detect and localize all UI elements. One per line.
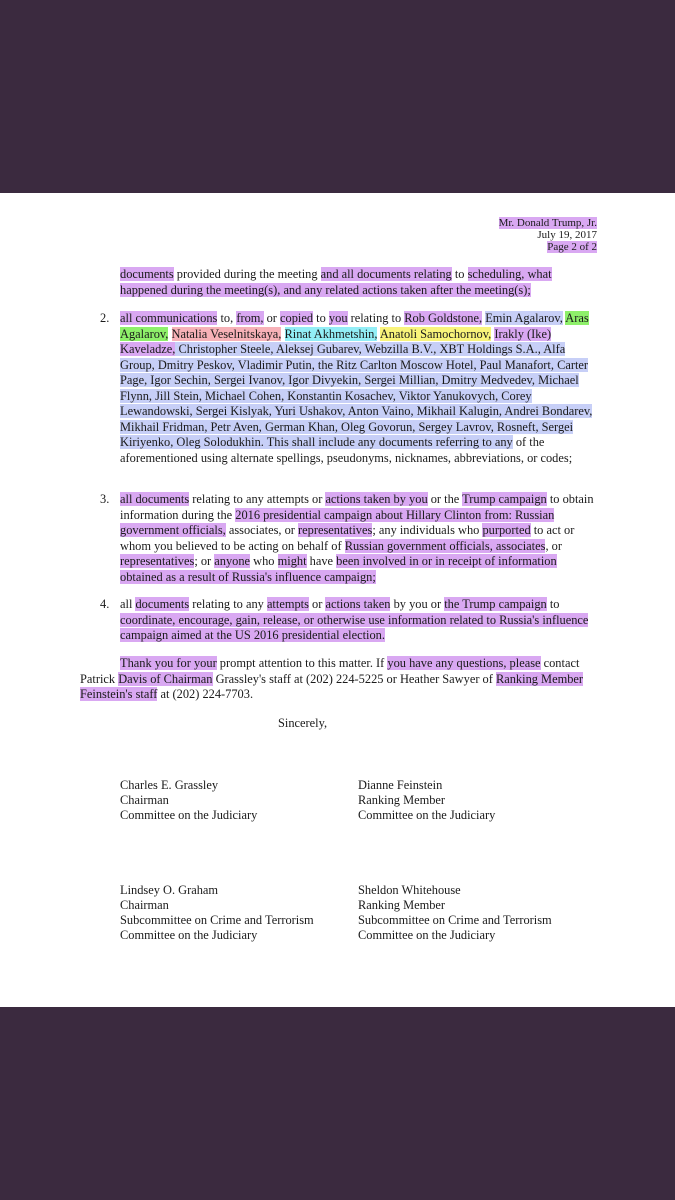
highlight: Russian government officials, associates (344, 538, 546, 553)
signature-block-feinstein (358, 778, 495, 823)
page-number: Page 2 of 2 (547, 241, 597, 253)
signatory-committee-2: Committee on the Judiciary (358, 928, 496, 942)
text-run: to act or whom you believed to be acting on behalf of (120, 523, 575, 553)
highlight: might (277, 554, 307, 568)
text-run: at (202) 224-7703. (157, 687, 254, 701)
signatory-committee: Committee on the Judiciary (358, 808, 496, 822)
highlight: Thank you for your (120, 656, 217, 670)
highlight: from, (236, 311, 264, 325)
item-number: 2. (100, 311, 110, 325)
highlight: Davis of Chairman (118, 671, 213, 686)
signatory-committee: Subcommittee on Crime and Terrorism (358, 913, 552, 927)
signatory-title: Chairman (120, 898, 169, 912)
item-text (120, 311, 596, 466)
text-run: Grassley's staff at (202) 224-5225 or Heather Sawyer of (212, 671, 496, 686)
text-run: ; or (194, 554, 215, 568)
highlight: coordinate, encourage, gain, release, or otherwise use information related to Russia's influence campaign aimed at the US 2016 presidential election. (120, 612, 589, 642)
item-number: 4. (100, 597, 110, 611)
highlight: actions taken by you (325, 492, 428, 506)
signatory-title: Ranking Member (358, 898, 446, 912)
letter-date: July 19, 2017 (537, 229, 597, 241)
highlight: Aras Agalarov, (120, 311, 589, 341)
text-run: or (263, 311, 281, 325)
highlight: and all documents relating (320, 267, 452, 281)
highlight: Anatoli Samochornov, (379, 326, 492, 341)
highlight: Ranking Member Feinstein's staff (80, 671, 584, 701)
highlight: Trump campaign (462, 492, 547, 506)
text-run: relating to (347, 311, 405, 325)
highlight: what happened during the meeting(s), and any related actions taken after the meeting(s); (120, 267, 552, 297)
highlight: copied (280, 311, 314, 325)
highlight: Natalia Veselnitskaya, (171, 326, 282, 341)
highlight: all documents (120, 492, 190, 506)
signatory-committee: Subcommittee on Crime and Terrorism (120, 913, 314, 927)
text-run: , or (545, 538, 562, 553)
text-run: all (120, 597, 136, 611)
signature-block-whitehouse (358, 883, 552, 943)
highlight: the Trump campaign (444, 597, 547, 611)
text-run: to obtain information during the (120, 492, 594, 522)
signatory-title: Ranking Member (358, 793, 446, 807)
highlight: representatives (298, 523, 373, 537)
highlight: documents (135, 597, 190, 611)
highlight: all communications (120, 311, 218, 325)
highlight: you have any questions, please (387, 656, 541, 670)
text-run: or (308, 597, 326, 611)
text-run: to (313, 311, 329, 325)
text-run: relating to any attempts or (189, 492, 326, 506)
text-run: associates, or (225, 523, 299, 537)
highlight: scheduling, (467, 267, 525, 281)
item-number: 3. (100, 492, 110, 506)
highlight: you (328, 311, 348, 325)
text-run: of the aforementioned using alternate spellings, pseudonyms, nicknames, abbreviations, or codes; (120, 435, 573, 465)
text-run: prompt attention to this matter. If (216, 656, 388, 670)
text-run: who (250, 554, 278, 568)
text-run: to (546, 597, 560, 611)
text-run: to (451, 267, 468, 281)
highlight: purported (482, 523, 531, 537)
highlight: actions taken (325, 597, 391, 611)
highlight: Rinat Akhmetshin, (284, 326, 378, 341)
closing-paragraph (80, 656, 600, 703)
top-dark-band (0, 0, 675, 193)
highlight: attempts (266, 597, 309, 611)
signatory-name: Dianne Feinstein (358, 778, 443, 792)
highlight: Christopher Steele, Aleksej Gubarev, Webzilla B.V., XBT Holdings S.A., Alfa Group, Dmitry Peskov, Vladimir Putin, the Ritz Carlton Moscow Hotel, Paul Manafort, Carter Page, Igor Sechin, Sergei Ivanov, Igor Divyekin, Sergei Millian, Dmitry Medvedev, Michael Flynn, Jill Stein, Michael Cohen, Konstantin Kosachev, Viktor Yanukovych, Corey Lewandowski, Sergei Kislyak, Yuri Ushakov, Anton Vaino, Mikhail Kalugin, Andrei Bondarev, Mikhail Fridman, Petr Aven, German Khan, Oleg Govorun, Sergey Lavrov, Rosneft, Sergei Kiriyenko, Oleg Solodukhin. This shall include any documents referring to any (120, 342, 593, 449)
signatory-name: Lindsey O. Graham (120, 883, 219, 897)
text-run: by you or (390, 597, 445, 611)
signature-block-graham (120, 883, 314, 943)
bottom-dark-band (0, 1007, 675, 1200)
text-run: have (306, 554, 337, 568)
text-run: relating to any (189, 597, 267, 611)
highlight: 2016 presidential campaign about Hillary Clinton from: Russian government officials, (120, 507, 555, 537)
text-run: to, (217, 311, 237, 325)
letter-header (499, 217, 597, 253)
highlight: representatives (120, 554, 195, 568)
highlight: Irakly (Ike) Kaveladze, (120, 326, 552, 356)
signatory-committee: Committee on the Judiciary (120, 808, 258, 822)
item1-continuation (120, 267, 596, 298)
signatory-name: Charles E. Grassley (120, 778, 219, 792)
highlight: been involved in or in receipt of information obtained as a result of Russia's influence campaign; (120, 554, 557, 584)
highlight: anyone (214, 554, 251, 568)
sincerely: Sincerely, (278, 716, 328, 730)
letter-page (0, 193, 675, 1007)
signatory-title: Chairman (120, 793, 169, 807)
highlight: Emin Agalarov, (485, 311, 563, 325)
highlight: Rob Goldstone, (404, 311, 483, 325)
item-text (120, 597, 596, 644)
item-text (120, 492, 596, 585)
signatory-name: Sheldon Whitehouse (358, 883, 461, 897)
text-run: ; any individuals who (372, 523, 483, 537)
signature-block-grassley (120, 778, 257, 823)
signatory-committee-2: Committee on the Judiciary (120, 928, 258, 942)
text-run: or the (427, 492, 463, 506)
highlight: documents (120, 267, 174, 281)
text-run: provided during the meeting (173, 267, 321, 281)
text-run: contact Patrick (80, 656, 580, 686)
addressee: Mr. Donald Trump, Jr. (498, 217, 597, 229)
